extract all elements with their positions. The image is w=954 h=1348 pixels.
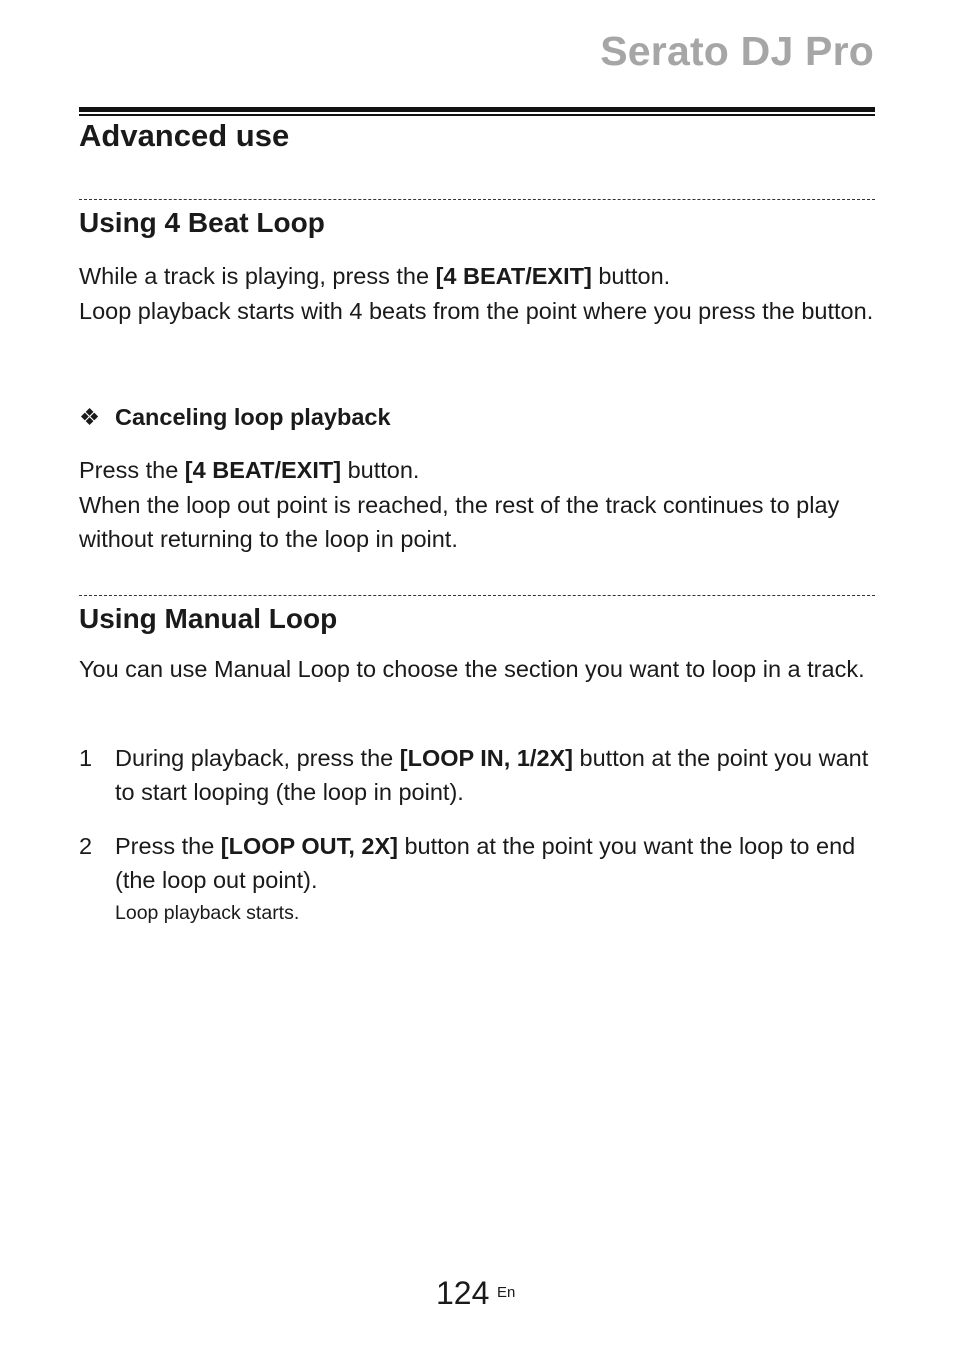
button-label-4-beat-exit: [4 BEAT/EXIT] — [435, 263, 592, 289]
paragraph-manual-loop-intro: You can use Manual Loop to choose the section you want to loop in a track. — [79, 656, 865, 682]
paragraph-cancel-description: When the loop out point is reached, the rest of the track continues to play without returning to the loop in point. — [79, 492, 840, 552]
paragraph-4-beat-instruction: While a track is playing, press the [4 BEAT/EXIT] button. — [79, 263, 671, 289]
language-code: En — [497, 1284, 516, 1301]
heading-4-beat-loop: Using 4 Beat Loop — [79, 207, 325, 238]
brand-title: Serato DJ Pro — [600, 28, 874, 74]
subheading-canceling-loop: ❖ Canceling loop playback — [79, 404, 391, 430]
step-text: During playback, press the [LOOP IN, 1/2X] button at the point you want to start looping (the loop in point). — [115, 745, 869, 805]
heading-manual-loop: Using Manual Loop — [79, 603, 338, 634]
step-text: Press the [LOOP OUT, 2X] button at the point you want the loop to end (the loop out point). — [115, 833, 856, 893]
header-rule-thick — [79, 107, 875, 112]
section-divider — [79, 199, 875, 200]
step-number: 1 — [79, 745, 93, 771]
section-title: Advanced use — [79, 118, 290, 153]
step-note: Loop playback starts. — [115, 902, 300, 924]
diamond-bullet-icon: ❖ — [79, 404, 101, 430]
step-number: 2 — [79, 833, 93, 859]
paragraph-4-beat-description: Loop playback starts with 4 beats from the point where you press the button. — [79, 298, 874, 324]
button-label-loop-in: [LOOP IN, 1/2X] — [399, 745, 574, 771]
paragraph-cancel-instruction: Press the [4 BEAT/EXIT] button. — [79, 457, 420, 483]
header-rule-thin — [79, 114, 875, 116]
page-number: 124 — [436, 1275, 490, 1311]
button-label-4-beat-exit-cancel: [4 BEAT/EXIT] — [184, 457, 342, 483]
button-label-loop-out: [LOOP OUT, 2X] — [220, 833, 398, 859]
section-divider — [79, 595, 875, 596]
